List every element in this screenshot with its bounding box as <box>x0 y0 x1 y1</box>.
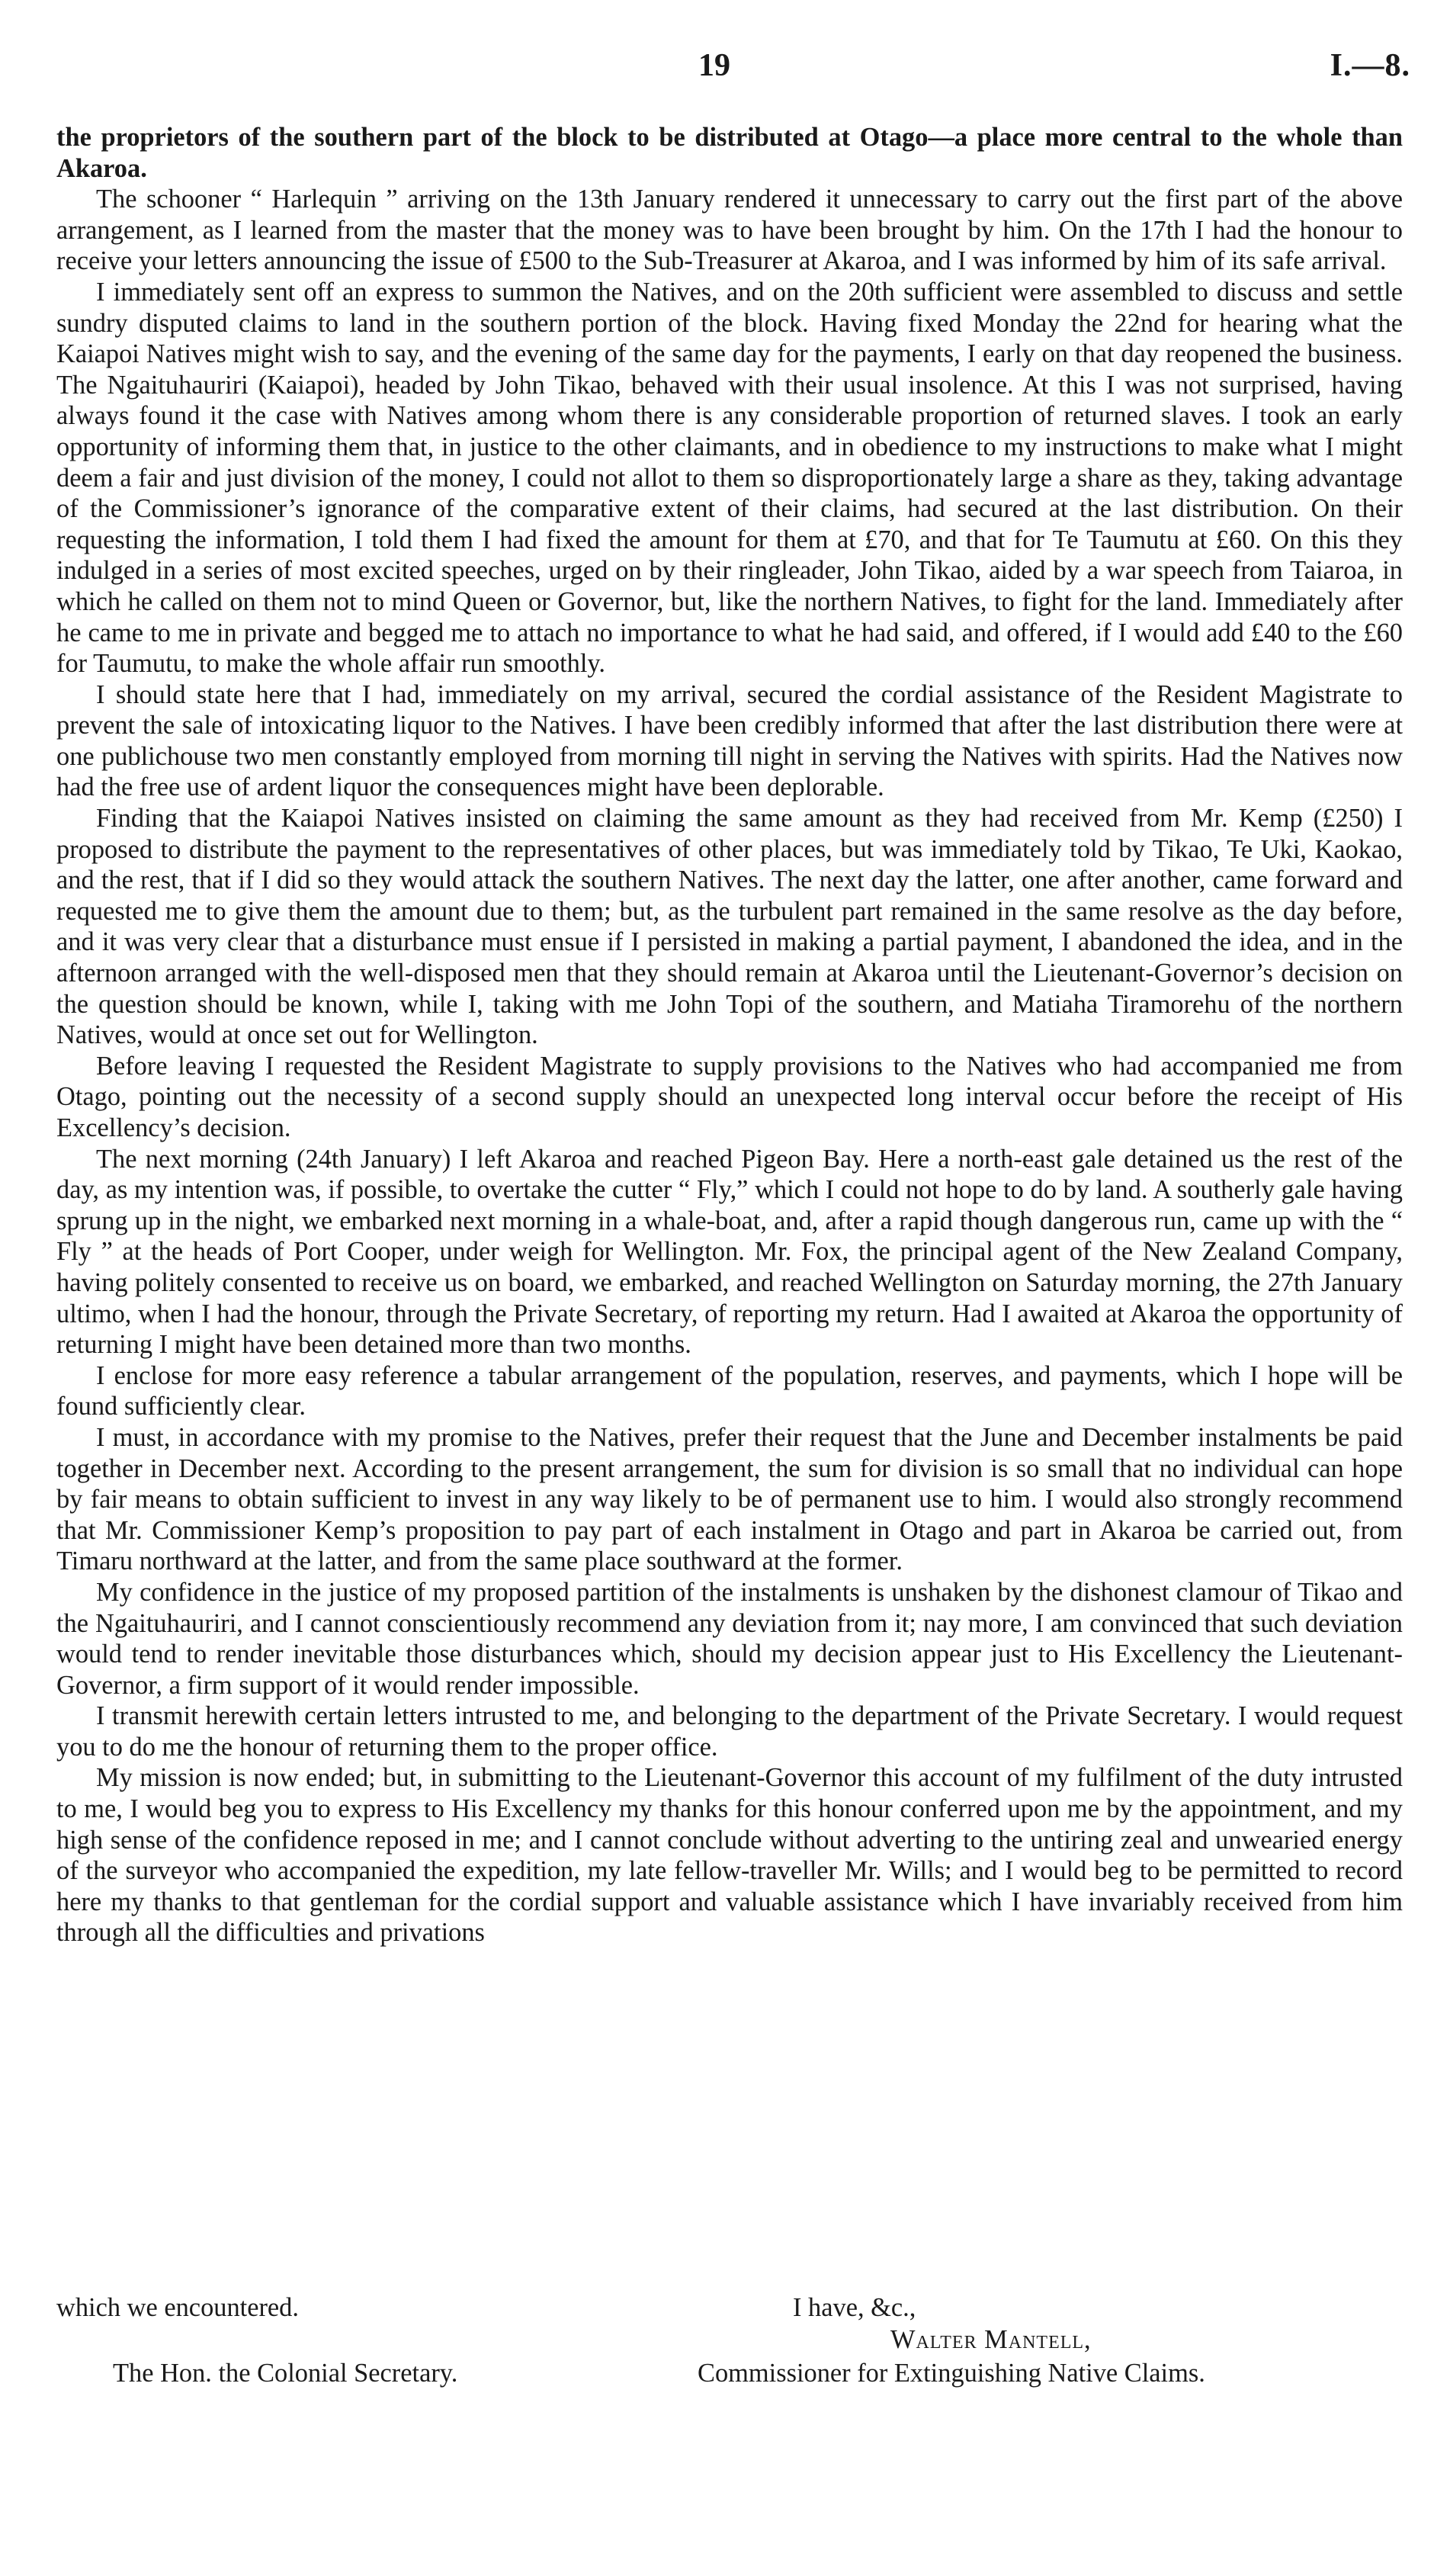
closing-last-line: which we encountered. <box>56 2293 299 2322</box>
page-number: 19 <box>698 48 730 83</box>
letter-body <box>56 122 1403 1948</box>
paragraph: Before leaving I requested the Resident Magistrate to supply provisions to the Natives who had accompanied me from Otago, pointing out the necessity of a second supply should an unexpected long interval occur before the receipt of His Excellency’s decision. <box>56 1051 1403 1142</box>
paragraph: I enclose for more easy reference a tabular arrangement of the population, reserves, and payments, which I hope will be found sufficiently clear. <box>56 1360 1403 1421</box>
paragraph: I immediately sent off an express to summon the Natives, and on the 20th sufficient were assembled to discuss and settle sundry disputed claims to land in the southern portion of the block. Having fixed Monday the 22nd for hearing what the Kaiapoi Natives might wish to say, and the evening of the same day for the payments, I early on that day reopened the business. The Ngaituhauriri (Kaiapoi), headed by John Tikao, behaved with their usual insolence. At this I was not surprised, having always found it the case with Natives among whom there is any considerable proportion of returned slaves. I took an early opportunity of informing them that, in justice to the other claimants, and in obedience to my instructions to make what I might deem a fair and just division of the money, I could not allot to them so disproportionately large a share as they, taking advantage of the Commissioner’s ignorance of the comparative extent of their claims, had secured at the last distribution. On their requesting the information, I told them I had fixed the amount for them at £70, and that for Te Taumutu at £60. On this they indulged in a series of most excited speeches, urged on by their ringleader, John Tikao, aided by a war speech from Taiaroa, in which he called on them not to mind Queen or Governor, but, like the northern Natives, to fight for the land. Immediately after he came to me in private and begged me to attach no importance to what he had said, and offered, if I would add £40 to the £60 for Taumutu, to make the whole affair run smoothly. <box>56 277 1403 679</box>
page-header <box>0 47 1450 93</box>
paragraph: My mission is now ended; but, in submitting to the Lieutenant-Governor this account of my fulfilment of the duty intrusted to me, I would beg you to express to His Excellency my thanks for this honour conferred upon me by the appointment, and my high sense of the confidence reposed in me; and I cannot conclude without adverting to the untiring zeal and unwearied energy of the surveyor who accompanied the expedition, my late fellow-traveller Mr. Wills; and I would beg to be permitted to record here my thanks to that gentleman for the cordial support and valuable assistance which I have invariably received from him through all the difficulties and privations <box>56 1763 1403 1948</box>
paragraph: The next morning (24th January) I left Akaroa and reached Pigeon Bay. Here a north-east gale detained us the rest of the day, as my intention was, if possible, to overtake the cutter “ Fly,” which I could not hope to do by land. A southerly gale having sprung up in the night, we embarked next morning in a whale-boat, and, after a rapid though dangerous run, came up with the “ Fly ” at the heads of Port Cooper, under weigh for Wellington. Mr. Fox, the principal agent of the New Zealand Company, having politely consented to receive us on board, we embarked, and reached Wellington on Saturday morning, the 27th January ultimo, when I had the honour, through the Private Secretary, of reporting my return. Had I awaited at Akaroa the opportunity of returning I might have been detained more than two months. <box>56 1144 1403 1360</box>
paragraph: the proprietors of the southern part of the block to be distributed at Otago—a place more central to the whole than Akaroa. <box>56 123 1403 183</box>
addressee: The Hon. the Colonial Secretary. <box>113 2359 458 2388</box>
signatory-title: Commissioner for Extinguishing Native Claims. <box>698 2359 1205 2388</box>
paragraph: I transmit herewith certain letters intrusted to me, and belonging to the department of the Private Secretary. I would request you to do me the honour of returning them to the proper office. <box>56 1701 1403 1762</box>
paragraph: The schooner “ Harlequin ” arriving on the 13th January rendered it unnecessary to carry out the first part of the above arrangement, as I learned from the master that the money was to have been brought by him. On the 17th I had the honour to receive your letters announcing the issue of £500 to the Sub-Treasurer at Akaroa, and I was informed by him of its safe arrival. <box>56 185 1403 276</box>
document-reference: I.—8. <box>1330 48 1410 83</box>
paragraph: Finding that the Kaiapoi Natives insisted on claiming the same amount as they had received from Mr. Kemp (£250) I proposed to distribute the payment to the representatives of other places, but was immediately told by Tikao, Te Uki, Kaokao, and the rest, that if I did so they would attack the southern Natives. The next day the latter, one after another, came forward and requested me to give them the amount due to them; but, as the turbulent part remained in the same resolve as the day before, and it was very clear that a disturbance must ensue if I persisted in making a partial payment, I abandoned the idea, and in the afternoon arranged with the well-disposed men that they should remain at Akaroa until the Lieutenant-Governor’s decision on the question should be known, while I, taking with me John Topi of the southern, and Matiaha Tiramorehu of the northern Natives, would at once set out for Wellington. <box>56 804 1403 1050</box>
paragraph: My confidence in the justice of my proposed partition of the instalments is unshaken by the dishonest clamour of Tikao and the Ngaituhauriri, and I cannot conscientiously recommend any deviation from it; nay more, I am convinced that such deviation would tend to render inevitable those disturbances which, should my decision appear just to His Excellency the Lieutenant-Governor, a firm support of it would render impossible. <box>56 1577 1403 1700</box>
letter-closing <box>0 2293 1450 2503</box>
signature: Walter Mantell, <box>890 2325 1092 2354</box>
paragraph: I should state here that I had, immediately on my arrival, secured the cordial assistance of the Resident Magistrate to prevent the sale of intoxicating liquor to the Natives. I have been credibly informed that after the last distribution there were at one publichouse two men constantly employed from morning till night in serving the Natives with spirits. Had the Natives now had the free use of ardent liquor the consequences might have been deplorable. <box>56 679 1403 802</box>
salutation: I have, &c., <box>793 2293 916 2322</box>
paragraph: I must, in accordance with my promise to the Natives, prefer their request that the June and December instalments be paid together in December next. According to the present arrangement, the sum for division is so small that no individual can hope by fair means to obtain sufficient to invest in any way likely to be of permanent use to him. I would also strongly recommend that Mr. Commissioner Kemp’s proposition to pay part of each instalment in Otago and part in Akaroa be carried out, from Timaru northward at the latter, and from the same place southward at the former. <box>56 1422 1403 1576</box>
